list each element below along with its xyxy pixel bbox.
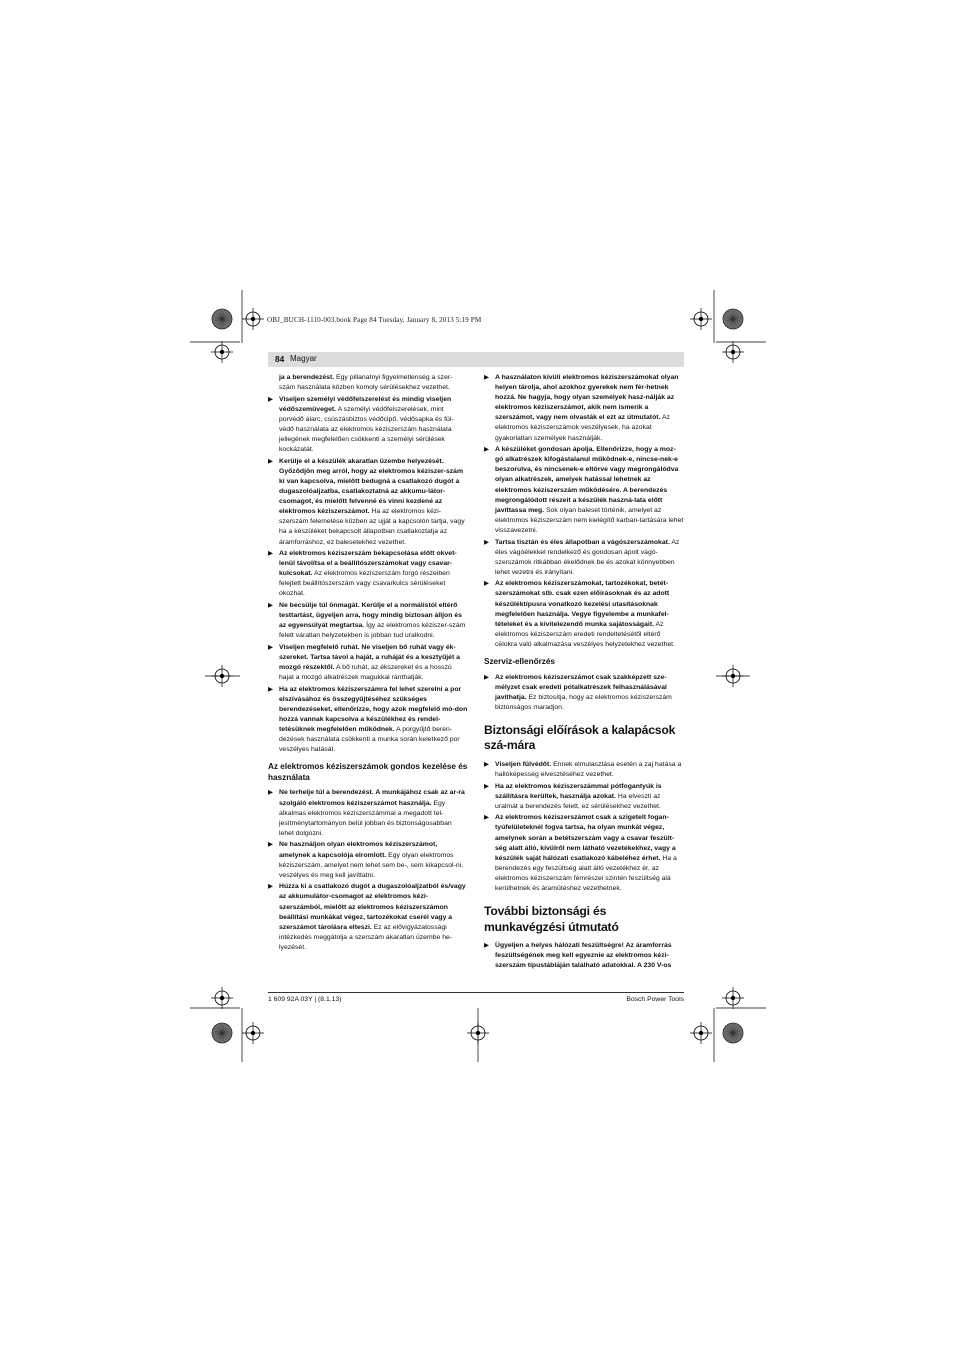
bold-lead-text: A használaton kívüli elektromos kéziszerszámokat olyan helyen tárolja, ahol azokhoz gyerekek nem fér-hetnek hozzá. Ne hagyja, hogy olyan személyek hasz-nálják az elektromos kéziszerszámot, akik nem ismerik a szerszámot, vagy nem olvasták el ezt az útmutatót. <box>495 374 679 422</box>
right-column <box>484 373 684 973</box>
left-column <box>268 373 468 954</box>
bold-lead-text: A készüléket gondosan ápolja. Ellenőrizze, hogy a moz-gó alkatrészek kifogástalanul működnek-e, nincse-nek-e beszorulva, és nincsenek-e eltörve vagy megrongálódva olyan alkatrészek, amelyek hatással lehetnek az elektromos kéziszerszám működésére. A berendezés megrongálódott részeit a készülék haszná-lata előtt javíttassa meg. <box>495 446 679 514</box>
bullet-arrow-icon: ▶ <box>268 883 273 891</box>
body-text: A bő ruhát, az ékszereket és a hosszú hajat a mozgó alkatrészek magukkal ránthatják. <box>279 664 452 682</box>
bold-lead-text: Az elektromos kéziszerszámot csak szakképzett sze-mélyzet csak eredeti pótalkatrészek felhasználásával javíthatja. <box>495 673 667 701</box>
body-text: Sok olyan baleset történik, amelyet az elektromos kéziszerszám nem kielégítő karban-tartására lehet visszavezetni. <box>495 506 684 534</box>
bold-lead-text: Az elektromos kéziszerszám bekapcsolása előtt okvet-lenül távolítsa el a beállítószerszámokat vagy csavar-kulcsokat. <box>279 550 457 578</box>
bullet-arrow-icon: ▶ <box>484 580 489 588</box>
bullet-paragraph <box>484 673 684 713</box>
bold-lead-text: Viseljen személyi védőfelszerelést és mindig viseljen védőszemüveget. <box>279 395 452 413</box>
body-text: Ha elveszti az uralmát a berendezés felett, ez sérülésekhez vezethet. <box>495 792 661 810</box>
bullet-paragraph <box>268 549 468 599</box>
bullet-paragraph <box>268 840 468 880</box>
footer-doc-code: 1 609 92A 03Y | (8.1.13) <box>268 996 342 1003</box>
continued-paragraph <box>268 373 468 393</box>
bullet-paragraph <box>484 760 684 780</box>
body-text: Az elektromos kéziszerszámok veszélyesek, ha azokat gyakorlatlan személyek használják. <box>495 414 670 442</box>
bullet-arrow-icon: ▶ <box>268 550 273 558</box>
body-text: Egy olyan elektromos kéziszerszám, amelyet nem lehet sem be-, sem kikapcsol-ni, veszélyes és meg kell javíttatni. <box>279 851 464 879</box>
footer-divider <box>268 992 684 993</box>
bold-lead-text: Ne terhelje túl a berendezést. A munkájához csak az ar-ra szolgáló elektromos kéziszerszámot használja. <box>279 789 465 807</box>
subsection-heading: Az elektromos kéziszerszámok gondos kezelése és használata <box>268 762 468 782</box>
footer-brand: Bosch Power Tools <box>626 996 684 1003</box>
bullet-paragraph <box>484 941 684 971</box>
bullet-arrow-icon: ▶ <box>484 782 489 790</box>
bullet-arrow-icon: ▶ <box>268 789 273 797</box>
bullet-paragraph <box>484 579 684 650</box>
book-info-line: OBJ_BUCH-1110-003.book Page 84 Tuesday, January 8, 2013 5:19 PM <box>267 316 482 324</box>
body-text: A személyi védőfelszerelések, mint porvédő álarc, csúszásbiztos védőcipő, védősapka és fül-védő használata az elektromos kéziszerszám használata jellegének megfelelően csökkenti a személyi sérülések kockázatát. <box>279 405 454 454</box>
bullet-paragraph <box>484 373 684 444</box>
bullet-arrow-icon: ▶ <box>484 374 489 381</box>
bullet-paragraph <box>268 643 468 683</box>
bold-lead-text: Ügyeljen a helyes hálózati feszültségre! Az áramforrás feszültségének meg kell egyeznie az elektromos kézi-szerszám típustábláján található adatokkal. A 230 V-os <box>495 942 672 970</box>
body-text: Az elektromos kéziszerszám eredeti rendeltetésétől eltérő célokra való alkalmazása veszélyes helyzetekhez vezethet. <box>495 620 675 648</box>
body-text: Ennek elmulasztása esetén a zaj hatása a hallóképesség elvesztéséhez vezethet. <box>495 760 682 778</box>
bullet-arrow-icon: ▶ <box>484 942 489 950</box>
body-text: Ez biztosítja, hogy az elektromos kéziszerszám biztonságos maradjon. <box>495 693 672 711</box>
body-text: Így az elektromos kéziszer-szám felett váratlan helyzetekben is jobban tud uralkodni. <box>279 622 466 640</box>
bold-lead-text: Tartsa tisztán és éles állapotban a vágószerszámokat. <box>495 538 670 546</box>
language-label: Magyar <box>290 354 317 363</box>
bullet-paragraph <box>484 538 684 578</box>
bullet-paragraph <box>484 782 684 812</box>
page-number: 84 <box>275 354 285 364</box>
section-heading: Biztonsági előírások a kalapácsok szá-mára <box>484 722 676 753</box>
bullet-arrow-icon: ▶ <box>268 841 273 849</box>
bold-lead-text: Kerülje el a készülék akaratlan üzembe helyezését. Győződjön meg arról, hogy az elektromos kéziszer-szám ki van kapcsolva, mielőtt bedugná a csatlakozó dugót a dugaszolóaljzatba, csatlakoztatná az akkumu-látor-csomagot, és mielőtt felvenné és vinni kezdené az elektromos kéziszerszámot. <box>279 457 464 516</box>
bullet-paragraph <box>484 813 684 894</box>
body-text: A porgyűjtő beren-dezések használata csökkenti a munka során keletkező por veszélyes hatását. <box>279 726 460 754</box>
body-text: Ha az elektromos kézi-szerszám felemelése közben az ujját a kapcsolón tartja, vagy ha a készüléket bekapcsolt állapotban csatlakoztatja az áramforráshoz, ez balesetekhez vezethet. <box>279 508 465 546</box>
bullet-arrow-icon: ▶ <box>268 643 273 651</box>
bullet-arrow-icon: ▶ <box>484 760 489 768</box>
bullet-arrow-icon: ▶ <box>268 457 273 465</box>
bullet-paragraph <box>268 788 468 838</box>
bold-lead-text: Viseljen fülvédőt. <box>495 760 552 768</box>
bullet-paragraph <box>484 445 684 536</box>
body-text: Ez az elővigyázatossági intézkedés meggátolja a szerszám akaratlan üzembe he-lyezését. <box>279 923 453 951</box>
bold-lead-text: ja a berendezést. <box>279 374 335 381</box>
bold-lead-text: Ne becsülje túl önmagát. Kerülje el a normálistól eltérő testtartást, ügyeljen arra, hogy mindig biztosan álljon és az egyensúlyát megtartsa. <box>279 602 462 630</box>
bold-lead-text: Az elektromos kéziszerszámokat, tartozékokat, betét-szerszámokat stb. csak ezen előírásoknak és az adott készüléktípusra vonatkozó kezelési utasításoknak megfelelően használja. Vegye figyelembe a munkafel-tételeket és a kivitelezendő munka sajátosságait. <box>495 580 670 628</box>
bullet-paragraph <box>268 395 468 456</box>
bold-lead-text: Ha az elektromos kéziszerszámmal pótfogantyúk is szállításra kerültek, használja azokat. <box>495 782 662 800</box>
bullet-arrow-icon: ▶ <box>484 673 489 681</box>
section-heading: További biztonsági és munkavégzési útmutató <box>484 904 619 934</box>
body-text: Ha a berendezés egy feszültség alatt álló vezetékhez ér, az elektromos kéziszerszám fémrészei szintén feszültség alá kerülhetnek és áramütéshez vezethetnek. <box>495 854 677 893</box>
subsection-heading: Szerviz-ellenőrzés <box>484 657 555 667</box>
bullet-arrow-icon: ▶ <box>268 395 273 403</box>
bullet-arrow-icon: ▶ <box>268 685 273 693</box>
body-text: Az elektromos kéziszerszám forgó részeiben felejtett beállítószerszám vagy csavarkulcs sérüléseket okozhat. <box>279 570 450 598</box>
page-header <box>268 352 684 367</box>
bullet-paragraph <box>268 457 468 548</box>
bold-lead-text: Viseljen megfelelő ruhát. Ne viseljen bő ruhát vagy ék-szereket. Tartsa távol a haját, a ruháját és a kesztyűjét a mozgó részektől. <box>279 643 460 672</box>
body-text: Egy pillanatnyi figyelmetlenség a szer-szám használata közben komoly sérülésekhez vezethet. <box>279 374 453 392</box>
bold-lead-text: Az elektromos kéziszerszámot csak a szigetelt fogan-tyúfelületeknél fogva tartsa, ha olyan munkát végez, amelynek során a betétszerszám vagy a csavar feszült-ség alatt álló, kívülről nem látható vezetékekhez, vagy a készülék saját hálózati csatlakozó kábeléhez érhet. <box>495 814 676 862</box>
bullet-paragraph <box>268 601 468 641</box>
bold-lead-text: Ha az elektromos kéziszerszámra fel lehet szerelni a por elszívásához és összegyűjtéséhez szükséges berendezéseket, ellenőrizze, hogy azok megfelelő mó-don hozzá vannak kapcsolva a készülékhez és rendel-tetésüknek megfelelően működnek. <box>279 685 468 734</box>
body-text: Az éles vágóélekkel rendelkező és gondosan ápolt vágó-szerszámok ritkábban ékelődnek be és azokat könnyebben lehet vezetni és irányítani. <box>495 538 680 576</box>
bullet-arrow-icon: ▶ <box>484 814 489 822</box>
body-text: Egy alkalmas elektromos kéziszerszámmal a megadott tel-jesítménytartományon belül jobban és biztonságosabban lehet dolgozni. <box>279 799 452 837</box>
bold-lead-text: Ne használjon olyan elektromos kéziszerszámot, amelynek a kapcsolója elromlott. <box>279 841 438 859</box>
bold-lead-text: Húzza ki a csatlakozó dugót a dugaszolóaljzatból és/vagy az akkumulátor-csomagot az elektromos kézi-szerszámból, mielőtt az elektromos kéziszerszámon beállítási munkákat végez, tartozékokat cserél vagy a szerszámot tárolásra elteszi. <box>279 883 466 931</box>
bullet-arrow-icon: ▶ <box>484 446 489 454</box>
bullet-paragraph <box>268 685 468 756</box>
bullet-paragraph <box>268 882 468 953</box>
bullet-arrow-icon: ▶ <box>268 602 273 610</box>
bullet-arrow-icon: ▶ <box>484 538 489 546</box>
